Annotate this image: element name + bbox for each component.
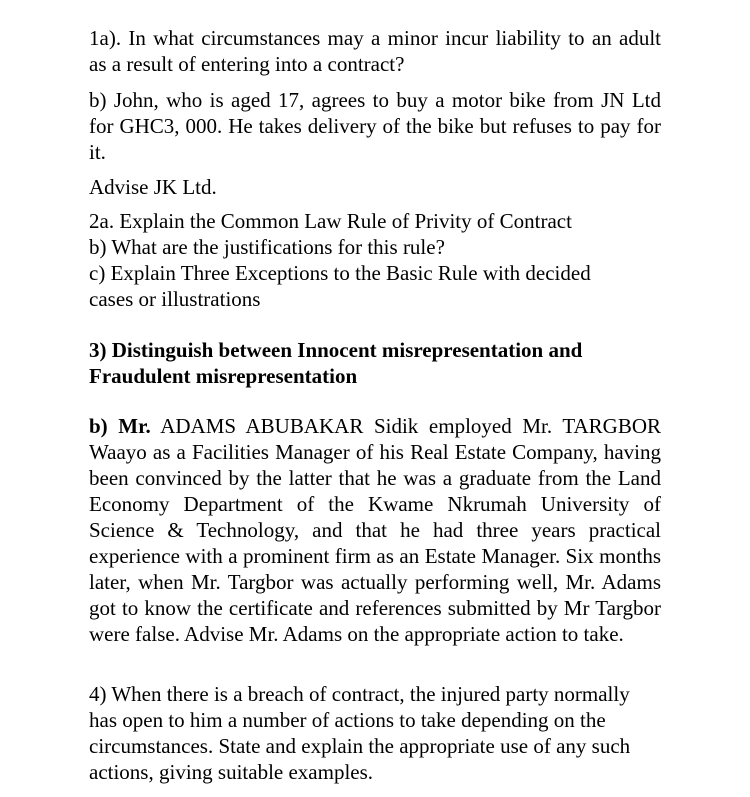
- question-2c-line-1: c) Explain Three Exceptions to the Basic Rule with decided: [89, 261, 591, 285]
- question-3b-prefix: b) Mr.: [89, 414, 151, 438]
- question-3b: [89, 413, 661, 647]
- question-4-line-3: circumstances. State and explain the appropriate use of any such: [89, 734, 631, 758]
- question-3-heading: 3) Distinguish between Innocent misrepresentation and Fraudulent misrepresentation: [89, 338, 583, 388]
- question-4: [89, 681, 661, 785]
- question-2b: b) What are the justifications for this rule?: [89, 235, 445, 259]
- question-1a: 1a). In what circumstances may a minor incur liability to an adult as a result of entering into a contract?: [89, 26, 661, 76]
- question-2: [89, 208, 661, 312]
- question-4-line-2: has open to him a number of actions to take depending on the: [89, 708, 606, 732]
- question-3b-body: ADAMS ABUBAKAR Sidik employed Mr. TARGBOR Waayo as a Facilities Manager of his Real Estate Company, having been convinced by the latter that he was a graduate from the Land Economy Department of the Kwame Nkrumah University of Science & Technology, and that he had three years practical experience with a prominent firm as an Estate Manager. Six months later, when Mr. Targbor was actually performing well, Mr. Adams got to know the certificate and references submitted by Mr Targbor were false. Advise Mr. Adams on the appropriate action to take.: [89, 414, 661, 646]
- question-2a: 2a. Explain the Common Law Rule of Privity of Contract: [89, 209, 572, 233]
- question-1b: b) John, who is aged 17, agrees to buy a motor bike from JN Ltd for GHC3, 000. He takes delivery of the bike but refuses to pay for it.: [89, 88, 661, 164]
- question-1-advise: Advise JK Ltd.: [89, 175, 217, 199]
- question-4-line-1: 4) When there is a breach of contract, the injured party normally: [89, 682, 630, 706]
- question-4-line-4: actions, giving suitable examples.: [89, 760, 374, 784]
- question-2c-line-2: cases or illustrations: [89, 287, 261, 311]
